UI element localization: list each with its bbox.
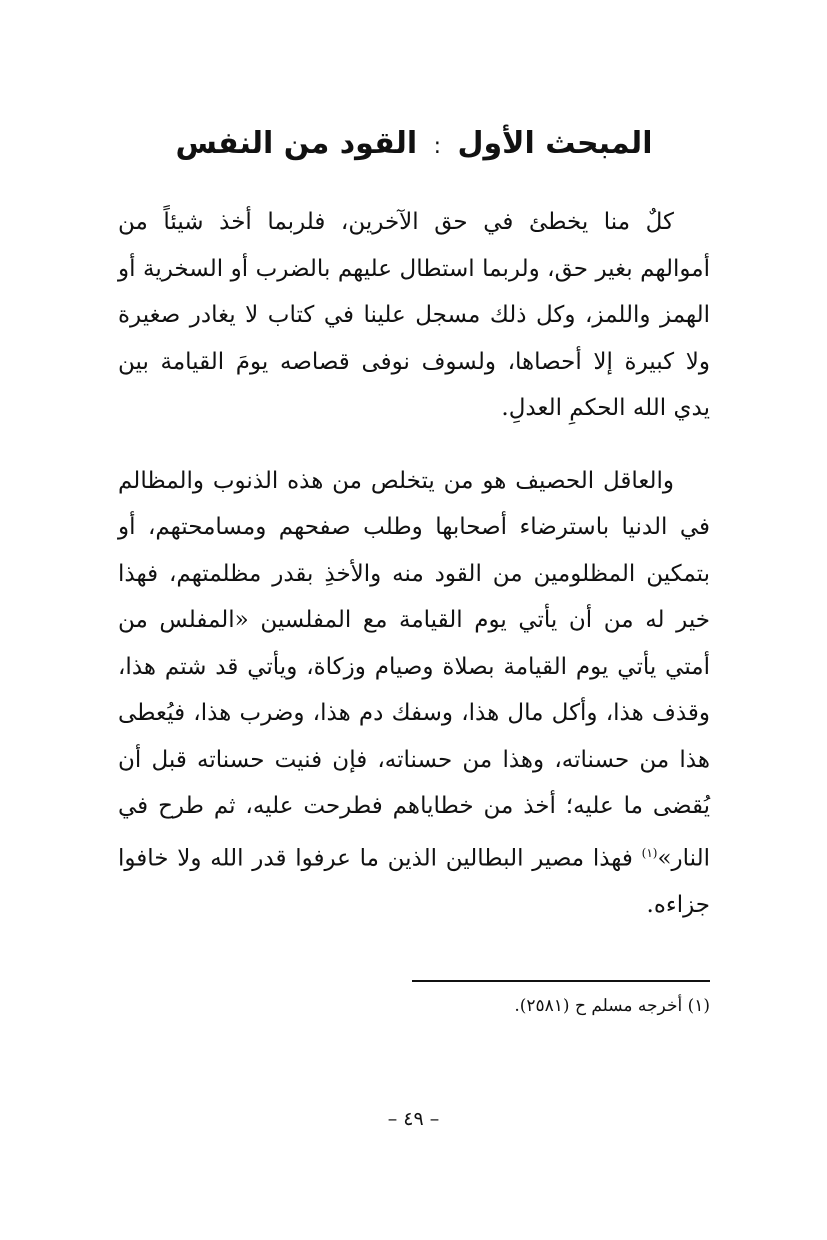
footnote: (١) أخرجه مسلم ح (٢٥٨١). <box>514 996 710 1017</box>
paragraph-2-end: فهذا مصير البطالين الذين ما عرفوا قدر الله ولا خافوا جزاءه. <box>118 845 710 918</box>
page-number: – ٤٩ – <box>387 1108 440 1130</box>
heading-separator: : <box>433 134 441 159</box>
paragraph-1: كلٌ منا يخطئ في حق الآخرين، فلربما أخذ شيئاً من أموالهم بغير حق، ولربما استطال عليهم بالضرب أو السخرية أو الهمز واللمز، وكل ذلك مسجل علينا في كتاب لا يغادر صغيرة ولا كبيرة إلا أحصاها، ولسوف نوفى قصاصه يومَ القيامة بين يدي الله الحكمِ العدلِ. <box>118 209 710 421</box>
paragraph-2-text: والعاقل الحصيف هو من يتخلص من هذه الذنوب والمظالم في الدنيا باسترضاء أصحابها وطلب صفحهم ومسامحتهم، أو بتمكين المظلومين من القود منه والأخذِ بقدر مظلمتهم، فهذا خير له من أن يأتي يوم القيامة مع المفلسين «المفلس من أمتي يأتي يوم القيامة بصلاة وصيام وزكاة، ويأتي قد شتم هذا، وقذف هذا، وأكل مال هذا، وسفك دم هذا، وضرب هذا، فيُعطى هذا من حسناته، وهذا من حسناته، فإن فنيت حسناته قبل أن يُقضى ما عليه؛ أخذ من خطاياهم فطرحت عليه، ثم طرح في النار» <box>118 467 711 872</box>
footnote-marker[interactable]: (١) <box>641 845 658 860</box>
paragraph-2 <box>118 458 710 929</box>
footnote-divider <box>412 980 710 982</box>
page-body <box>118 118 710 1033</box>
heading-part2: القود من النفس <box>175 126 418 161</box>
footnote-divider-wrap <box>118 928 710 982</box>
section-heading <box>118 118 710 173</box>
heading-part1: المبحث الأول <box>457 126 653 161</box>
